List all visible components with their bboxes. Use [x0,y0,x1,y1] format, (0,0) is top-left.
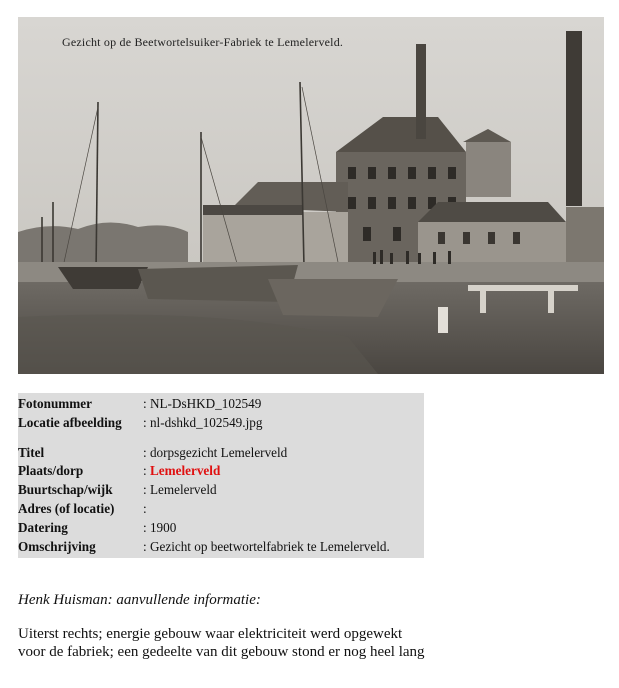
field-value: : NL-DsHKD_102549 [143,396,262,411]
field-label: Titel [18,445,45,460]
factory-photo-illustration [18,17,604,374]
place-link[interactable]: Lemelerveld [149,463,221,478]
field-value: : nl-dshkd_102549.jpg [143,415,263,430]
field-value: : dorpsgezicht Lemelerveld [143,445,288,460]
field-label: Datering [18,520,68,535]
field-value: : Gezicht op beetwortelfabriek te Lemelerveld. [143,539,390,554]
field-label: Plaats/dorp [18,463,84,478]
field-label: Buurtschap/wijk [18,482,113,497]
extra-info-line: Uiterst rechts; energie gebouw waar elektriciteit werd opgewekt [18,626,403,642]
field-value: : 1900 [143,520,177,535]
field-label: Omschrijving [18,539,96,554]
field-label: Adres (of locatie) [18,501,115,516]
field-label: Locatie afbeelding [18,415,122,430]
photo-caption: Gezicht op de Beetwortelsuiker-Fabriek te Lemelerveld. [62,35,344,49]
field-value: : Lemelerveld [143,482,217,497]
field-label: Fotonummer [18,396,92,411]
extra-info-body [18,625,578,661]
historic-photo [18,17,604,374]
field-value: : [143,501,147,516]
field-value-highlight: : Lemelerveld [143,463,221,478]
extra-info-title: Henk Huisman: aanvullende informatie: [18,592,261,608]
extra-info-line: voor de fabriek; een gedeelte van dit gebouw stond er nog heel lang [18,644,425,660]
photo-info-table [18,393,424,558]
